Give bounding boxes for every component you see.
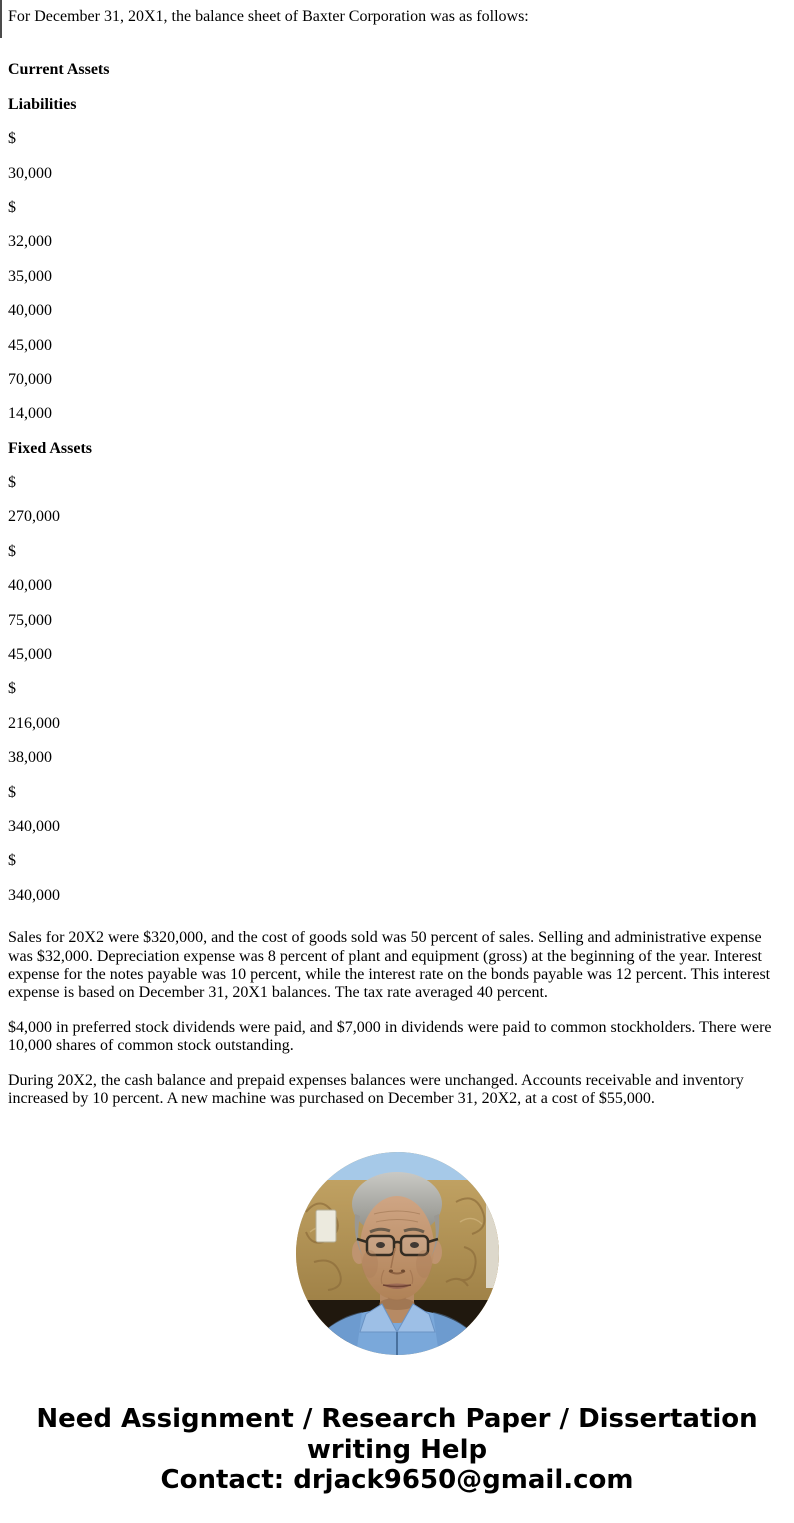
bottom-right-sliver	[478, 1338, 499, 1355]
narrative-paragraph: Sales for 20X2 were $320,000, and the cost of goods sold was 50 percent of sales. Selling and administrative expense was $32,000. Depreciation expense was 8 percent of plant and equipment (gross) at the beginning of the year. Interest expense for the notes payable was 10 percent, while the interest rate on the bonds payable was 12 percent. This interest expense is based on December 31, 20X1 balances. The tax rate averaged 40 percent.	[8, 929, 771, 1002]
balance-row: 30,000	[8, 164, 52, 182]
balance-row: 270,000	[8, 508, 60, 526]
promo-footer	[8, 1404, 786, 1495]
balance-row: $	[8, 852, 16, 870]
balance-row: $	[8, 130, 16, 148]
section-heading-fixed-assets: Fixed Assets	[8, 439, 92, 457]
balance-row: 216,000	[8, 714, 60, 732]
narrative-paragraph: $4,000 in preferred stock dividends were paid, and $7,000 in dividends were paid to common stockholders. There were 10,000 shares of common stock outstanding.	[8, 1018, 772, 1055]
text-caret-artifact	[0, 0, 2, 38]
balance-row: 340,000	[8, 886, 60, 904]
balance-row: $	[8, 783, 16, 801]
section-heading-current-assets: Current Assets	[8, 61, 110, 79]
tutor-photo	[296, 1152, 499, 1355]
door-frame	[486, 1204, 499, 1288]
section-heading-liabilities: Liabilities	[8, 95, 77, 113]
balance-row: 32,000	[8, 233, 52, 251]
balance-row: 14,000	[8, 405, 52, 423]
portrait-illustration	[296, 1152, 499, 1355]
balance-row: $	[8, 542, 16, 560]
promo-headline: Need Assignment / Research Paper / Dissertation writing Help	[36, 1404, 758, 1465]
intro-text: For December 31, 20X1, the balance sheet of Baxter Corporation was as follows:	[8, 8, 529, 25]
balance-row: $	[8, 198, 16, 216]
balance-row: 40,000	[8, 577, 52, 595]
narrative-paragraph: During 20X2, the cash balance and prepaid expenses balances were unchanged. Accounts receivable and inventory increased by 10 percent. A new machine was purchased on December 31, 20X2, at a cost of $55,000.	[8, 1071, 744, 1107]
wall-switch-plate	[316, 1210, 336, 1242]
promo-contact-email: Contact: drjack9650@gmail.com	[160, 1465, 634, 1496]
balance-row: 40,000	[8, 302, 52, 320]
balance-row: $	[8, 474, 16, 492]
balance-row: 35,000	[8, 267, 52, 285]
balance-row: 340,000	[8, 817, 60, 835]
balance-row: 70,000	[8, 370, 52, 388]
balance-row: 45,000	[8, 646, 52, 664]
balance-row: 38,000	[8, 749, 52, 767]
balance-row: 45,000	[8, 336, 52, 354]
balance-row: $	[8, 680, 16, 698]
balance-row: 75,000	[8, 611, 52, 629]
